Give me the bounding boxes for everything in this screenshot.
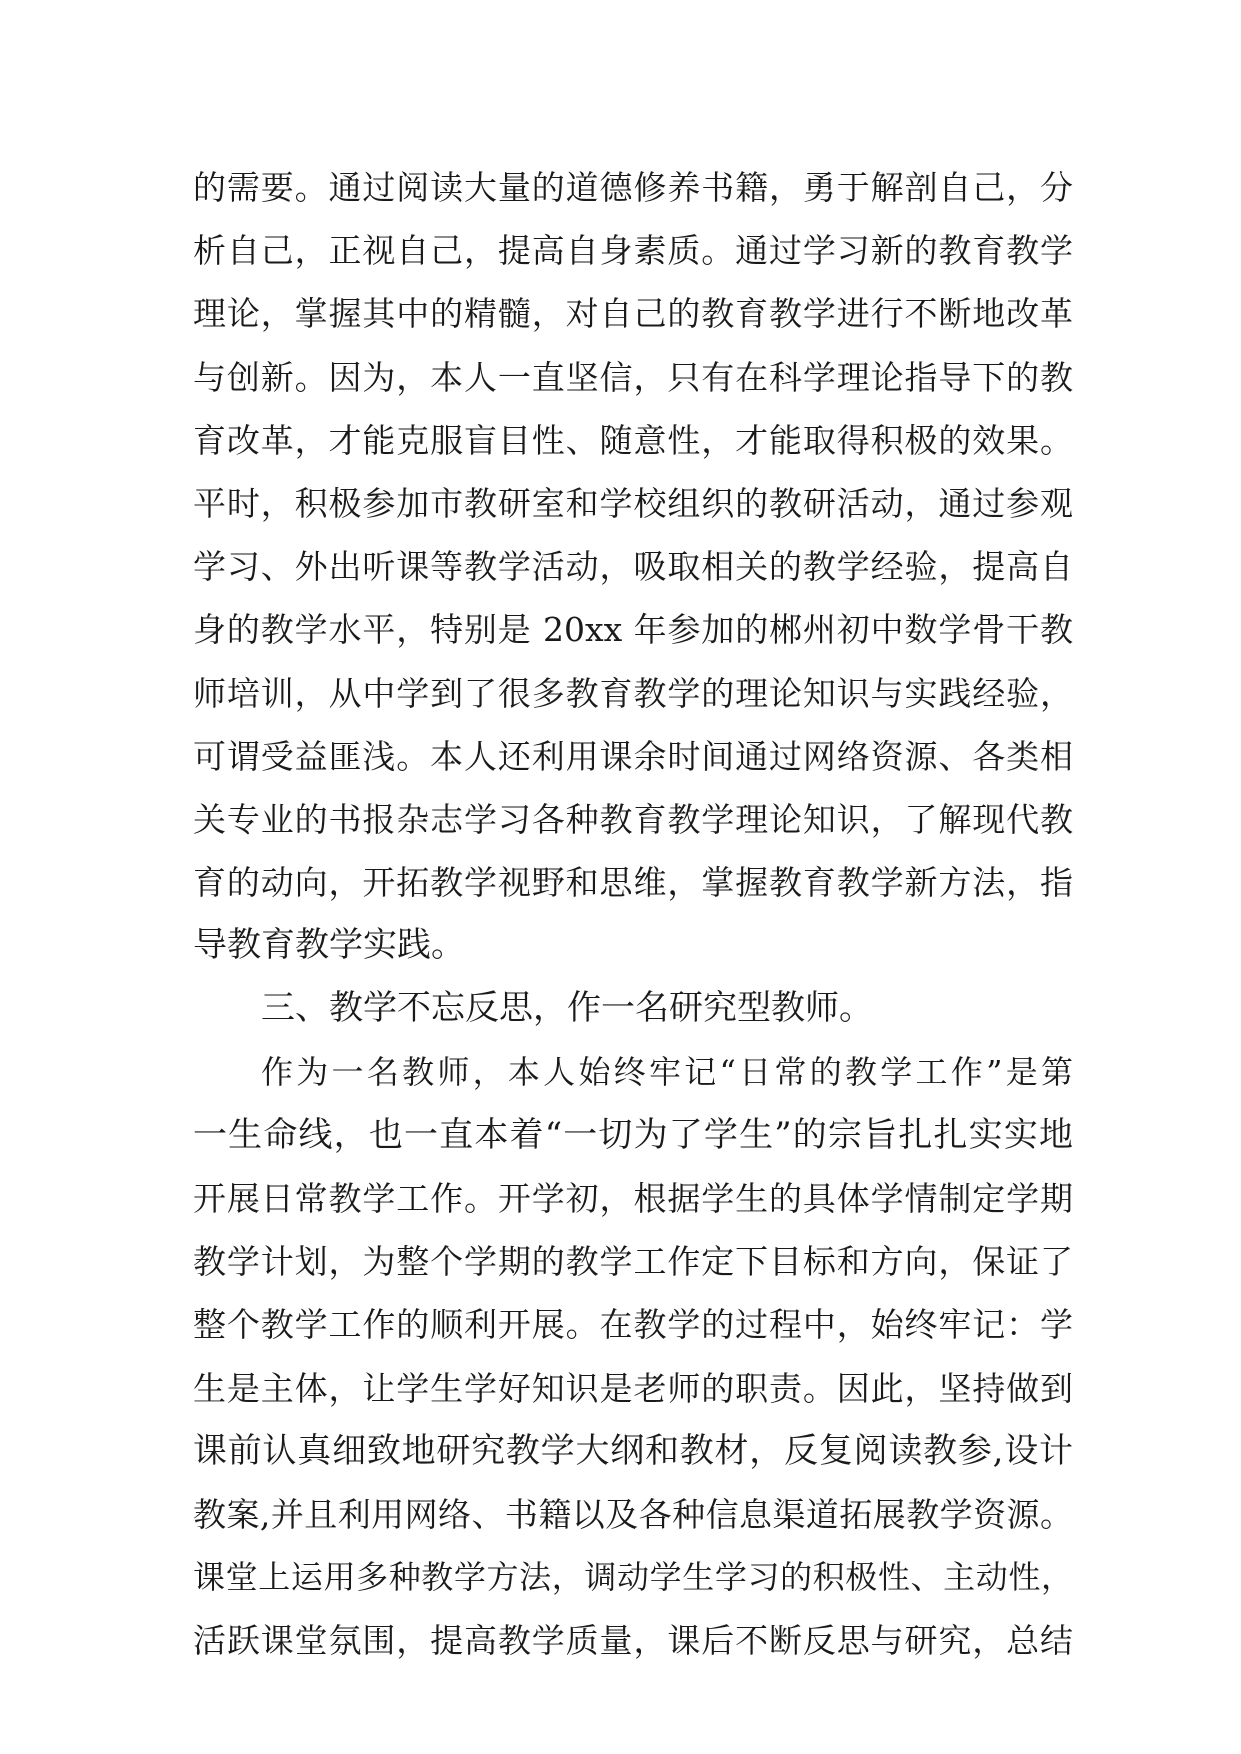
text-line: 关专业的书报杂志学习各种教育教学理论知识，了解现代教 <box>193 799 1073 839</box>
text-line: 一生命线，也一直本着“一切为了学生”的宗旨扎扎实实地 <box>193 1114 1073 1155</box>
text-line: 育的动向，开拓教学视野和思维，掌握教育教学新方法，指 <box>193 863 1073 903</box>
text-line: 身的教学水平，特别是 20xx 年参加的郴州初中数学骨干教 <box>193 610 1073 650</box>
section-heading: 三、教学不忘反思，作一名研究型教师。 <box>261 988 873 1029</box>
text-line: 教学计划，为整个学期的教学工作定下目标和方向，保证了 <box>193 1242 1073 1282</box>
text-line: 育改革，才能克服盲目性、随意性，才能取得积极的效果。 <box>193 420 1073 460</box>
text-line: 师培训，从中学到了很多教育教学的理论知识与实践经验， <box>193 673 1073 713</box>
text-line: 的需要。通过阅读大量的道德修养书籍，勇于解剖自己，分 <box>193 168 1073 207</box>
text-line: 可谓受益匪浅。本人还利用课余时间通过网络资源、各类相 <box>193 736 1073 776</box>
text-line: 活跃课堂氛围，提高教学质量，课后不断反思与研究，总结 <box>193 1621 1073 1661</box>
text-line: 与创新。因为，本人一直坚信，只有在科学理论指导下的教 <box>193 357 1073 397</box>
text-line: 平时，积极参加市教研室和学校组织的教研活动，通过参观 <box>193 483 1073 523</box>
text-line: 导教育教学实践。 <box>193 925 465 966</box>
text-line: 整个教学工作的顺利开展。在教学的过程中，始终牢记：学 <box>193 1305 1073 1345</box>
paragraph-first-line: 作为一名教师，本人始终牢记“日常的教学工作”是第 <box>261 1052 1073 1091</box>
text-line: 析自己，正视自己，提高自身素质。通过学习新的教育教学 <box>193 231 1073 271</box>
text-line: 课堂上运用多种教学方法，调动学生学习的积极性、主动性， <box>193 1558 1073 1597</box>
text-line: 教案,并且利用网络、书籍以及各种信息渠道拓展教学资源。 <box>193 1494 1073 1534</box>
text-line: 课前认真细致地研究教学大纲和教材，反复阅读教参,设计 <box>193 1430 1073 1471</box>
body-text <box>193 156 1073 1673</box>
text-line: 理论，掌握其中的精髓，对自己的教育教学进行不断地改革 <box>193 294 1073 334</box>
text-line: 开展日常教学工作。开学初，根据学生的具体学情制定学期 <box>193 1179 1073 1218</box>
text-line: 生是主体，让学生学好知识是老师的职责。因此，坚持做到 <box>193 1368 1073 1408</box>
text-line: 学习、外出听课等教学活动，吸取相关的教学经验，提高自 <box>193 547 1073 587</box>
